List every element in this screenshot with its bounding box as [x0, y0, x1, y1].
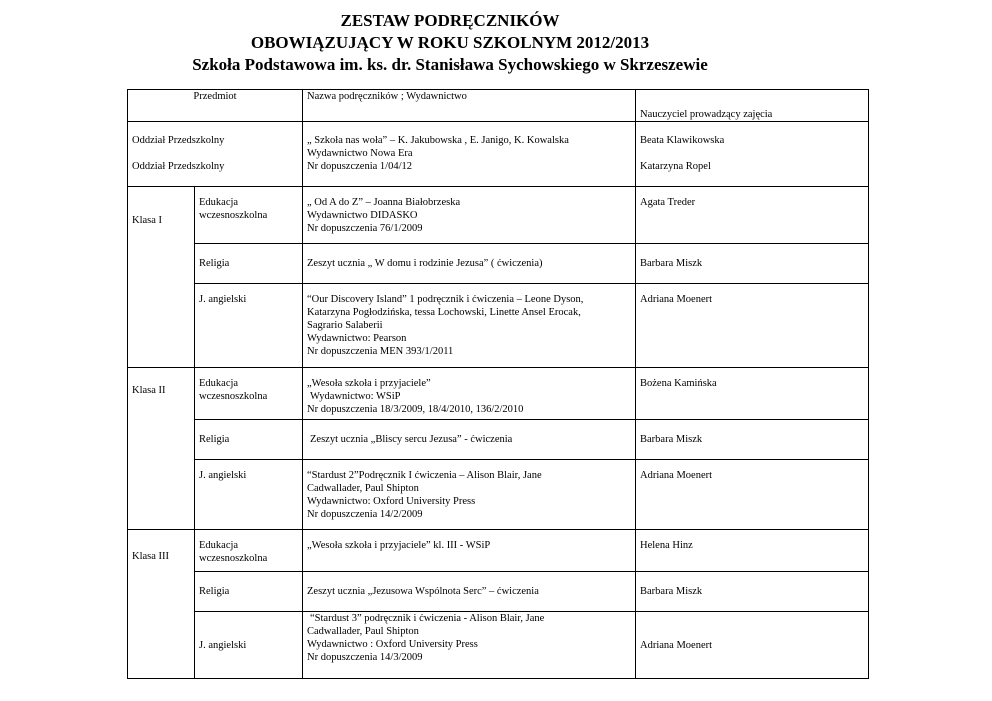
subject-cell: Edukacja wczesnoszkolna [195, 368, 303, 420]
teacher-cell: Barbara Miszk [636, 244, 869, 284]
class-label-klasa-2: Klasa II [128, 368, 195, 530]
preschool-class-cell: Oddział Przedszkolny Oddział Przedszkolny [128, 122, 303, 187]
table-row [128, 612, 869, 679]
subject-cell: J. angielski [195, 460, 303, 530]
subject-cell: Religia [195, 572, 303, 612]
book-cell: “Our Discovery Island” 1 podręcznik i ćwiczenia – Leone Dyson, Katarzyna Pogłodzińska, tessa Lochowski, Linette Ansel Erocak, Sagrario Salaberii Wydawnictwo: Pearson Nr dopuszczenia MEN 393/1/2011 [303, 284, 636, 368]
book-cell: Zeszyt ucznia „ W domu i rodzinie Jezusa” ( ćwiczenia) [303, 244, 636, 284]
header-books: Nazwa podręczników ; Wydawnictwo [303, 90, 636, 122]
book-cell: Zeszyt ucznia „Jezusowa Wspólnota Serc” – ćwiczenia [303, 572, 636, 612]
book-cell: „Wesoła szkoła i przyjaciele” kl. III - WSiP [303, 530, 636, 572]
teacher-cell: Helena Hinz [636, 530, 869, 572]
title-line-2: OBOWIĄZUJĄCY W ROKU SZKOLNYM 2012/2013 [250, 33, 650, 52]
class-label-klasa-3: Klasa III [128, 530, 195, 679]
table-row [128, 187, 869, 244]
teacher-cell: Adriana Moenert [636, 460, 869, 530]
preschool-book-cell: „ Szkoła nas woła” – K. Jakubowska , E. Janigo, K. Kowalska Wydawnictwo Nowa Era Nr dopuszczenia 1/04/12 [303, 122, 636, 187]
table-row [128, 244, 869, 284]
table-row [128, 572, 869, 612]
title-line-1: ZESTAW PODRĘCZNIKÓW [340, 11, 560, 30]
book-cell: “Stardust 3” podręcznik i ćwiczenia - Alison Blair, Jane Cadwallader, Paul Shipton Wydawnictwo : Oxford University Press Nr dopuszczenia 14/3/2009 [303, 612, 636, 679]
table-row [128, 368, 869, 420]
table-row [128, 420, 869, 460]
preschool-teacher-cell: Beata Klawikowska Katarzyna Ropel [636, 122, 869, 187]
book-cell: „ Od A do Z” – Joanna Białobrzeska Wydawnictwo DIDASKO Nr dopuszczenia 76/1/2009 [303, 187, 636, 244]
subject-cell: J. angielski [195, 612, 303, 679]
subject-cell: Edukacja wczesnoszkolna [195, 187, 303, 244]
teacher-cell: Agata Treder [636, 187, 869, 244]
table-row [128, 122, 869, 187]
teacher-cell: Adriana Moenert [636, 284, 869, 368]
teacher-cell: Adriana Moenert [636, 612, 869, 679]
title-line-3: Szkoła Podstawowa im. ks. dr. Stanisława Sychowskiego w Skrzeszewie [192, 55, 708, 74]
table-row [128, 460, 869, 530]
header-subject: Przedmiot [128, 90, 303, 122]
table-row [128, 284, 869, 368]
subject-cell: Edukacja wczesnoszkolna [195, 530, 303, 572]
book-cell: “Stardust 2”Podręcznik I ćwiczenia – Alison Blair, Jane Cadwallader, Paul Shipton Wydawnictwo: Oxford University Press Nr dopuszczenia 14/2/2009 [303, 460, 636, 530]
table-row [128, 530, 869, 572]
teacher-cell: Bożena Kamińska [636, 368, 869, 420]
teacher-cell: Barbara Miszk [636, 420, 869, 460]
book-cell: Zeszyt ucznia „Bliscy sercu Jezusa” - ćwiczenia [303, 420, 636, 460]
subject-cell: J. angielski [195, 284, 303, 368]
subject-cell: Religia [195, 420, 303, 460]
header-teacher: Nauczyciel prowadzący zajęcia [636, 90, 869, 122]
table-header-row [128, 90, 869, 122]
teacher-cell: Barbara Miszk [636, 572, 869, 612]
subject-cell: Religia [195, 244, 303, 284]
class-label-klasa-1: Klasa I [128, 187, 195, 368]
book-cell: „Wesoła szkoła i przyjaciele” Wydawnictwo: WSiP Nr dopuszczenia 18/3/2009, 18/4/2010, 136/2/2010 [303, 368, 636, 420]
textbook-table [127, 89, 869, 679]
